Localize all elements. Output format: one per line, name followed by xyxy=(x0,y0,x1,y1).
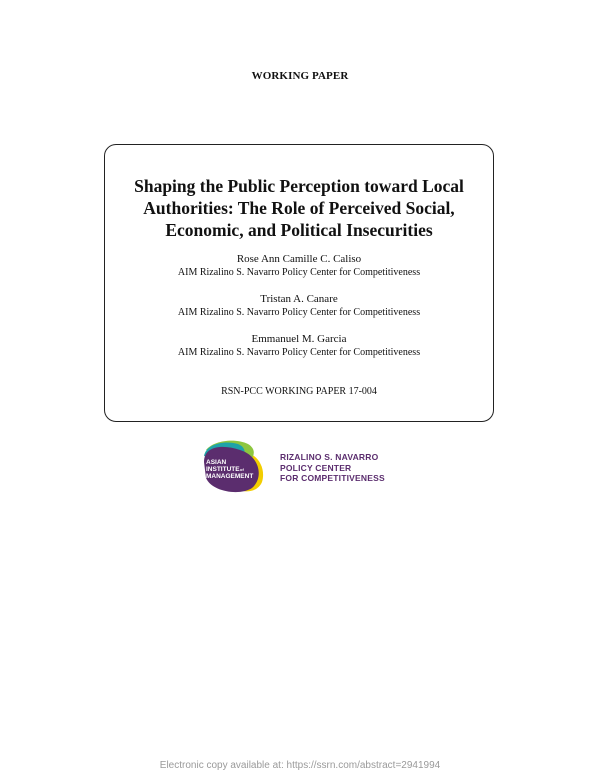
author-name: Emmanuel M. Garcia xyxy=(251,333,347,345)
paper-title-line: Authorities: The Role of Perceived Social, xyxy=(143,198,455,218)
ssrn-footer: Electronic copy available at: https://ssrn.com/abstract=2941994 xyxy=(159,760,441,771)
policy-center-line: FOR COMPETITIVENESS xyxy=(280,473,385,483)
policy-center-name xyxy=(280,452,385,484)
author-affiliation: AIM Rizalino S. Navarro Policy Center for Competitiveness xyxy=(177,267,421,278)
author-affiliation: AIM Rizalino S. Navarro Policy Center for Competitiveness xyxy=(177,307,421,318)
paper-title-line: Shaping the Public Perception toward Local xyxy=(134,176,464,196)
author-name: Rose Ann Camille C. Caliso xyxy=(236,253,362,265)
policy-center-line: POLICY CENTER xyxy=(280,462,352,473)
author-block xyxy=(105,332,493,360)
logo-mark-text: of xyxy=(240,467,244,472)
author-affiliation: AIM Rizalino S. Navarro Policy Center for Competitiveness xyxy=(177,347,421,358)
logo-mark-text: INSTITUTE xyxy=(206,466,240,473)
logo-mark-text: ASIAN xyxy=(206,459,227,466)
working-paper-label: WORKING PAPER xyxy=(251,70,349,82)
title-box xyxy=(104,144,494,422)
policy-center-line: RIZALINO S. NAVARRO xyxy=(280,452,379,462)
author-name: Tristan A. Canare xyxy=(260,293,338,305)
report-number: RSN-PCC WORKING PAPER 17-004 xyxy=(221,386,377,397)
paper-title xyxy=(105,175,493,241)
paper-title-line: Economic, and Political Insecurities xyxy=(165,220,433,240)
logo-mark-text: MANAGEMENT xyxy=(206,473,254,480)
author-block xyxy=(105,252,493,280)
author-block xyxy=(105,292,493,320)
